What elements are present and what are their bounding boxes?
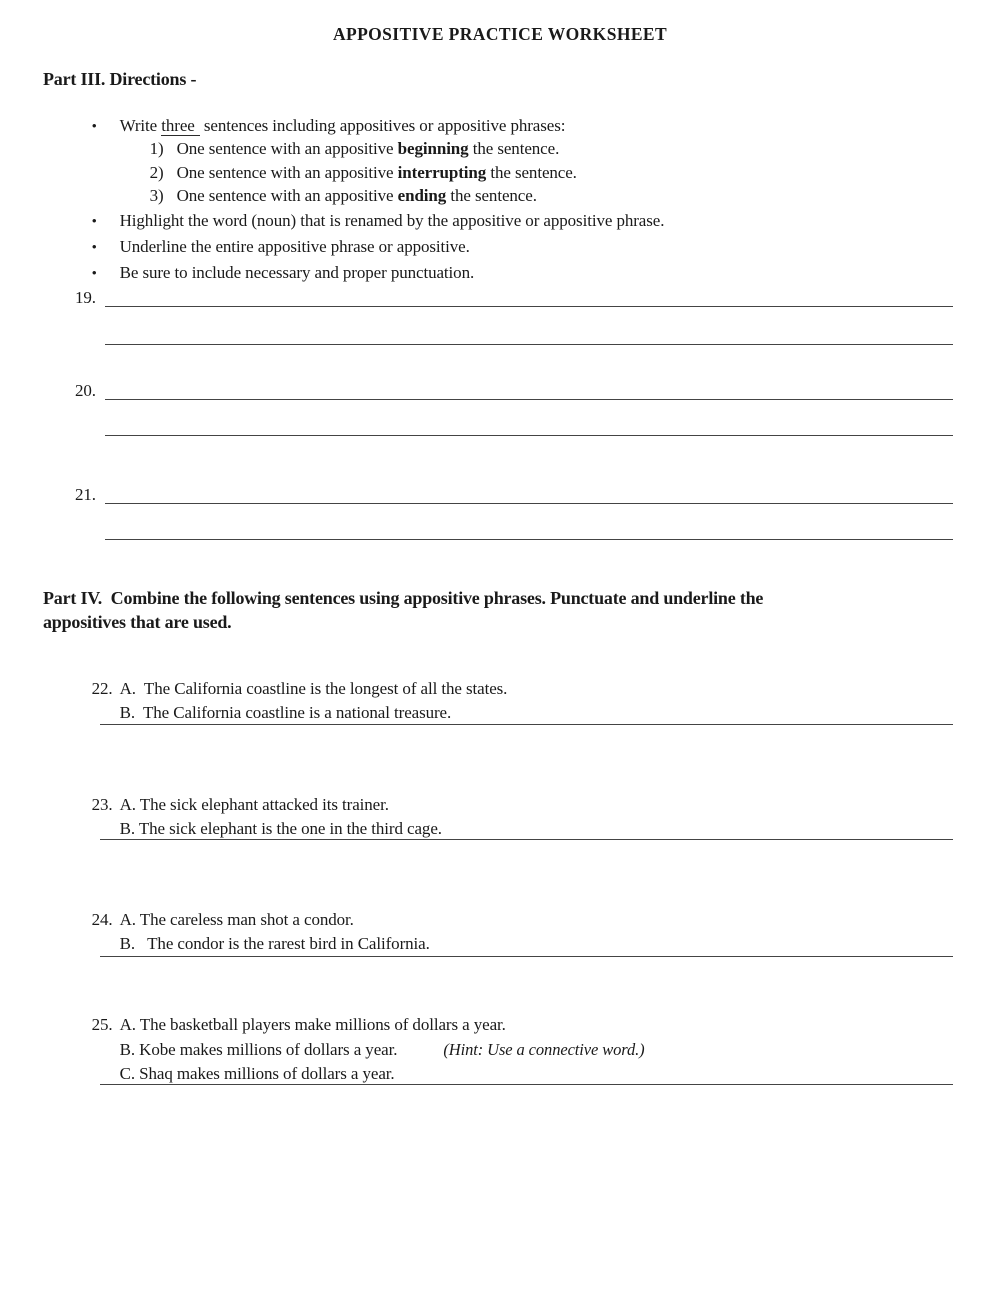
underlined-word: three bbox=[161, 116, 199, 136]
answer-line-19-1[interactable] bbox=[105, 306, 953, 307]
problem-25-number: 25. bbox=[91, 1015, 113, 1034]
problem-25-line-c: C. Shaq makes millions of dollars a year. bbox=[119, 1064, 395, 1083]
sub-item-number: 1) bbox=[149, 139, 164, 158]
bullet-text: Write three sentences including appositives or appositive phrases: bbox=[119, 116, 566, 135]
sub-item-text: One sentence with an appositive interrupting the sentence. bbox=[176, 163, 577, 182]
answer-line-19-2[interactable] bbox=[105, 344, 953, 345]
sub-item-number: 2) bbox=[149, 163, 164, 182]
answer-line-24[interactable] bbox=[100, 956, 953, 957]
bullet-text: Be sure to include necessary and proper punctuation. bbox=[119, 263, 475, 282]
problem-24-line-b: B. The condor is the rarest bird in California. bbox=[119, 934, 430, 953]
answer-line-22[interactable] bbox=[100, 724, 953, 725]
problem-25-line-a: 25. A. The basketball players make millions of dollars a year. bbox=[91, 1015, 506, 1034]
answer-line-21-2[interactable] bbox=[105, 539, 953, 540]
problem-22-line-b: B. The California coastline is a national treasure. bbox=[119, 703, 452, 722]
answer-line-20-2[interactable] bbox=[105, 435, 953, 436]
bullet-text: Highlight the word (noun) that is renamed by the appositive or appositive phrase. bbox=[119, 211, 665, 230]
problem-24-line-a: 24. A. The careless man shot a condor. bbox=[91, 910, 354, 929]
answer-line-23[interactable] bbox=[100, 839, 953, 840]
part4-heading-line1: Part IV. Combine the following sentences using appositive phrases. Punctuate and underline the bbox=[43, 588, 764, 608]
sub-item-text: One sentence with an appositive ending the sentence. bbox=[176, 186, 537, 205]
answer-line-25[interactable] bbox=[100, 1084, 953, 1085]
page-title: APPOSITIVE PRACTICE WORKSHEET bbox=[332, 24, 668, 44]
bullet-text: Underline the entire appositive phrase or appositive. bbox=[119, 237, 470, 256]
problem-22-line-a: 22. A. The California coastline is the longest of all the states. bbox=[91, 679, 508, 698]
problem-23-line-a: 23. A. The sick elephant attacked its trainer. bbox=[91, 795, 389, 814]
sub-item-number: 3) bbox=[149, 186, 164, 205]
bullet-icon bbox=[92, 116, 120, 137]
blank-19-label: 19. bbox=[75, 288, 96, 307]
problem-23-number: 23. bbox=[91, 795, 113, 814]
answer-line-21-1[interactable] bbox=[105, 503, 953, 504]
answer-line-20-1[interactable] bbox=[105, 399, 953, 400]
sub-item-text: One sentence with an appositive beginning the sentence. bbox=[176, 139, 560, 158]
part4-heading-line2: appositives that are used. bbox=[43, 612, 232, 632]
hint-text: (Hint: Use a connective word.) bbox=[443, 1040, 645, 1059]
blank-21-label: 21. bbox=[75, 485, 96, 504]
bullet-item-punctuation bbox=[75, 244, 474, 303]
problem-22-number: 22. bbox=[91, 679, 113, 698]
problem-25-line-b: B. Kobe makes millions of dollars a year. (Hint: Use a connective word.) bbox=[119, 1040, 645, 1059]
problem-23-line-b: B. The sick elephant is the one in the third cage. bbox=[119, 819, 442, 838]
part3-heading: Part III. Directions - bbox=[43, 69, 197, 89]
bullet-icon bbox=[92, 263, 120, 284]
problem-24-number: 24. bbox=[91, 910, 113, 929]
blank-20-label: 20. bbox=[75, 381, 96, 400]
